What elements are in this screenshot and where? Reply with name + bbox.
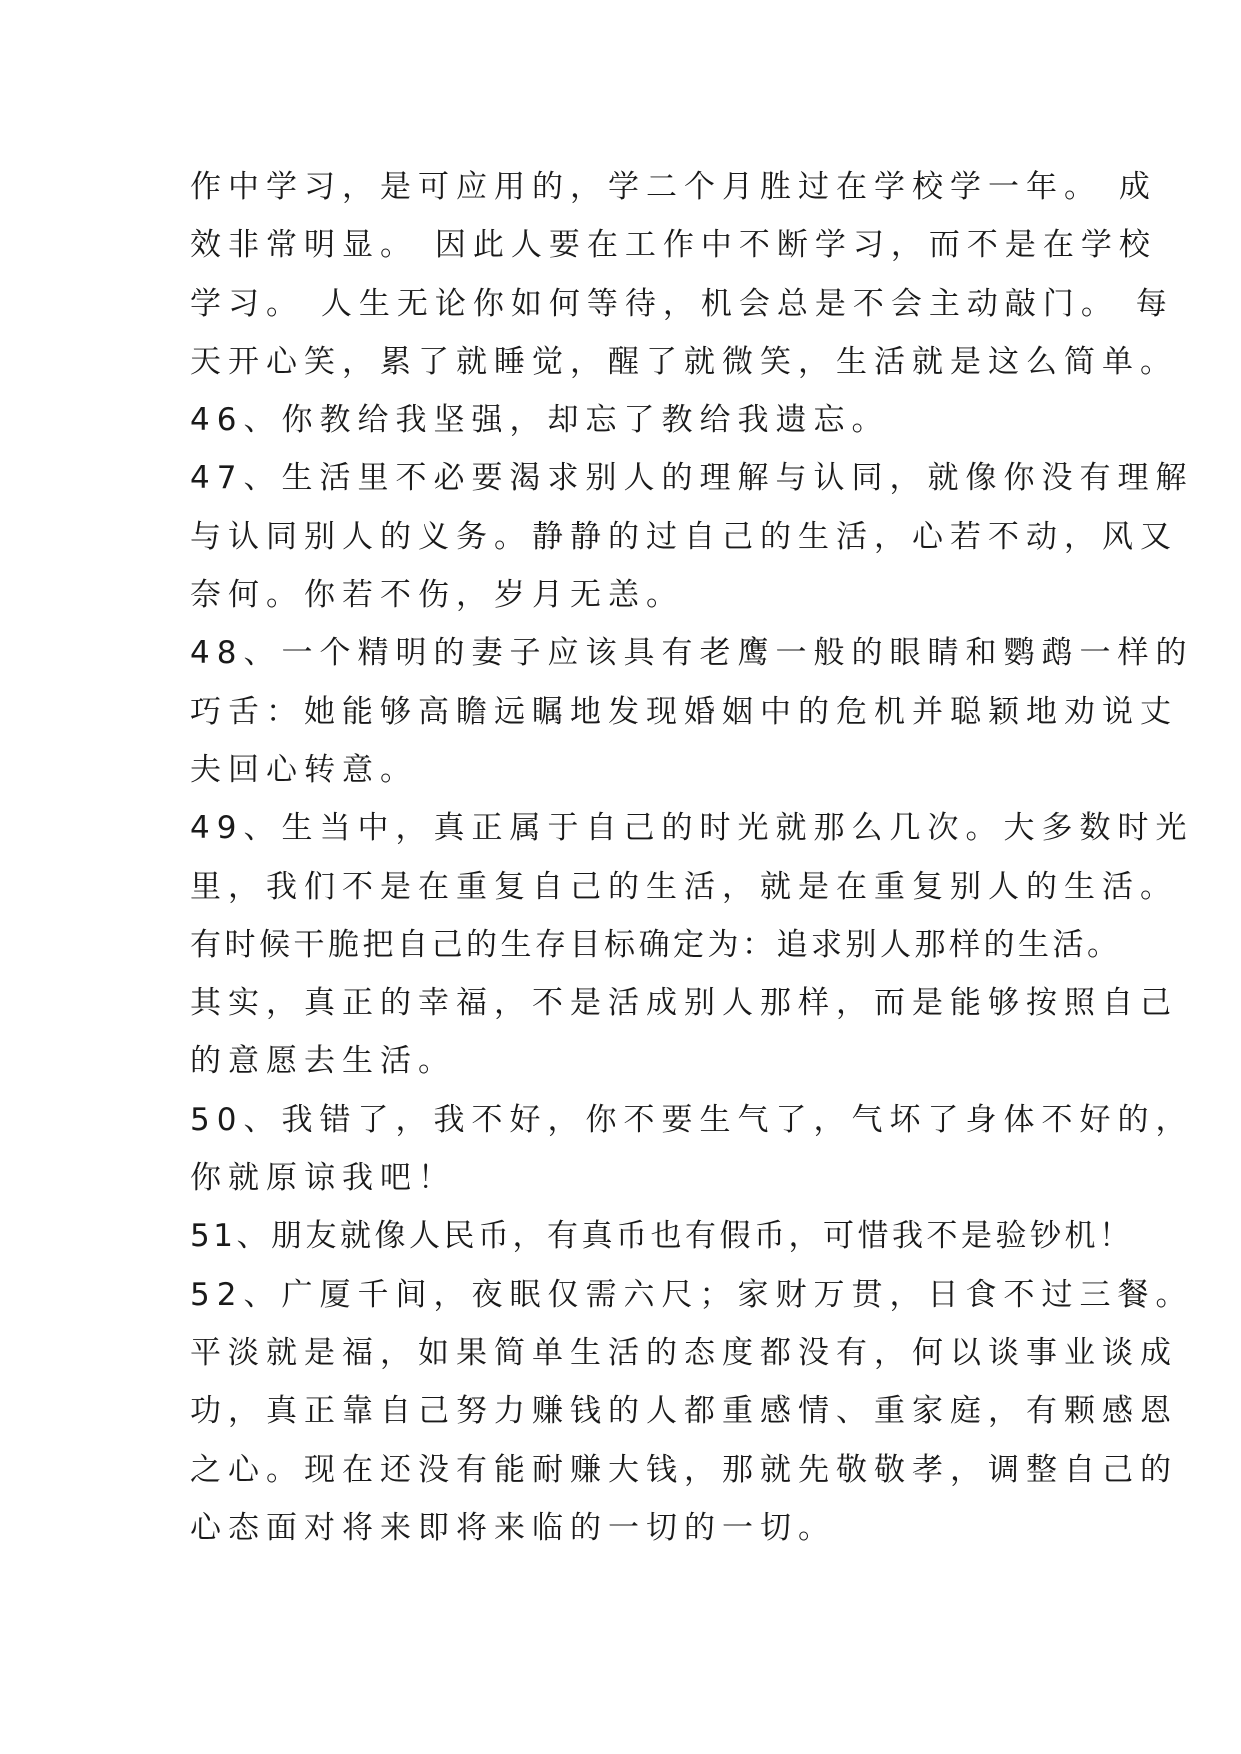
text-line: 奈何。你若不伤，岁月无恙。: [190, 577, 684, 614]
text-line: 49、生当中，真正属于自己的时光就那么几次。大多数时光: [190, 810, 1194, 847]
text-line: 与认同别人的义务。静静的过自己的生活，心若不动，风又: [190, 518, 1178, 555]
text-line: 作中学习，是可应用的，学二个月胜过在学校学一年。 成: [190, 169, 1157, 205]
text-line: 46、你教给我坚强，却忘了教给我遗忘。: [190, 402, 890, 439]
text-line: 有时候干脆把自己的生存目标确定为：追求别人那样的生活。: [190, 926, 1122, 963]
text-line: 天开心笑，累了就睡觉，醒了就微笑，生活就是这么简单。: [190, 343, 1178, 380]
text-line: 之心。现在还没有能耐赚大钱，那就先敬敬孝，调整自己的: [190, 1451, 1178, 1488]
text-line: 平淡就是福，如果简单生活的态度都没有，何以谈事业谈成: [190, 1334, 1178, 1371]
text-line: 心态面对将来即将来临的一切的一切。: [190, 1509, 836, 1546]
document-body: [190, 158, 1194, 1557]
text-line: 功，真正靠自己努力赚钱的人都重感情、重家庭，有颗感恩: [190, 1393, 1178, 1430]
text-line: 的意愿去生活。: [190, 1043, 456, 1080]
text-line: 里，我们不是在重复自己的生活，就是在重复别人的生活。: [190, 868, 1178, 905]
text-line: 学习。 人生无论你如何等待，机会总是不会主动敲门。 每: [190, 285, 1174, 322]
text-line: 巧舌：她能够高瞻远瞩地发现婚姻中的危机并聪颖地劝说丈: [190, 693, 1178, 730]
text-line: 其实，真正的幸福，不是活成别人那样，而是能够按照自己: [190, 985, 1178, 1022]
text-line: 47、生活里不必要渴求别人的理解与认同，就像你没有理解: [190, 460, 1194, 497]
text-line: 你就原谅我吧！: [190, 1160, 456, 1197]
text-line: 52、广厦千间，夜眠仅需六尺；家财万贯，日食不过三餐。: [190, 1276, 1194, 1313]
text-line: 48、一个精明的妻子应该具有老鹰一般的眼睛和鹦鹉一样的: [190, 635, 1194, 672]
text-line: 51、朋友就像人民币，有真币也有假币，可惜我不是验钞机！: [190, 1218, 1134, 1255]
text-line: 50、我错了，我不好，你不要生气了，气坏了身体不好的，: [190, 1101, 1194, 1138]
text-line: 效非常明显。 因此人要在工作中不断学习，而不是在学校: [190, 227, 1157, 264]
text-line: 夫回心转意。: [190, 751, 418, 788]
